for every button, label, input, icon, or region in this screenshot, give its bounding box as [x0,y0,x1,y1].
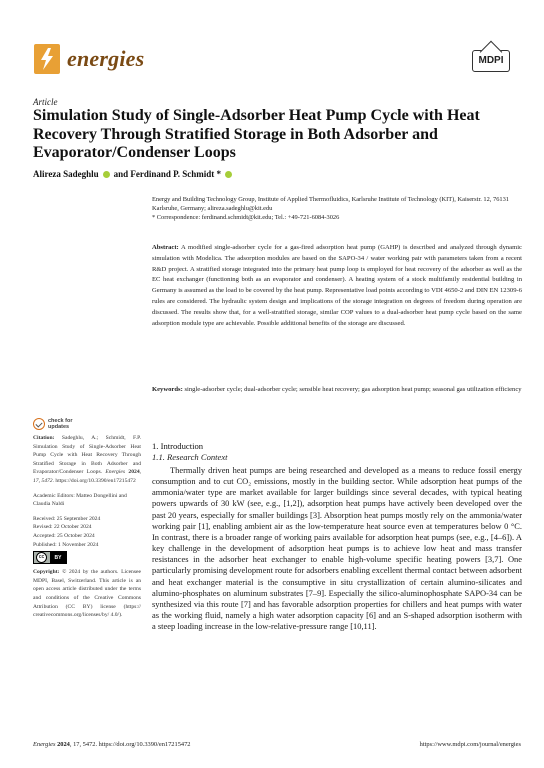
affiliation-text: Energy and Building Technology Group, Institute of Applied Thermofluidics, Karlsruhe Institute of Technology (KIT), Kaiserstr. 12, 76131 Karlsruhe, Germany; alireza.sadeghlu@kit.edu [152,196,509,213]
footer-journal-url[interactable]: https://www.mdpi.com/journal/energies [419,741,521,748]
publisher-logo [472,50,510,72]
citation [33,434,141,486]
section-heading: 1. Introduction [152,441,204,451]
body-paragraph: Thermally driven heat pumps are being researched and developed as a means to reduce fossil energy consumption and to cut CO₂ emissions, mostly in the building sector. While adsorption heat pumps of the ammonia/water type are market available for larger buildings since several decades, with typical heating powers upwards of 30 kW (see, e.g., [1,2]), adsorption heat pumps have actively been developed over the past 20 years, especially for smaller buildings [3]. Absorption heat pumps mostly rely on the ammonia/water working pair [1], enabling ambient air as the low-temperature heat source even at temperatures below 0 °C. In contrast, there is a broader range of working pairs available for adsorption heat pumps (see, e.g., [4–6]). A key challenge in the development of adsorption heat pumps is to achieve low heat and mass transfer resistances in the adsorber heat exchanger to enable high-volume specific heating powers [3,7]. One particularly promising development route for adsorbers enabling excellent thermal contact between adsorbent and heat exchanger material is the consumptive in situ crystallization of certain alumino-silicates and alumino-phosphates on aluminum substrates [7–9]. Especially the silico-aluminophosphate SAPO-34 can be synthesized via this route [7] and has favorable adsorption properties for chillers and heat pumps with water as the working fluid, namely a high water adsorption capacity [6] and an S-shaped adsorption isotherm with a steep loading increase in the low-relative-pressure range [10,11]. [152,465,522,632]
abstract-text: A modified single-adsorber cycle for a gas-fired adsorption heat pump (GAHP) is described and analyzed through dynamic simulation with Modelica. The adsorption modules are based on the SAPO-34 / water working pair with parameters taken from a recent R&D project. A stratified storage integrated into the primary heat pump loop is employed for heat recovery of the adsorber as well as the EC heat exchanger (functioning both as an evaporator and condenser). A heating system of a stock multifamily residential building in Germany is assumed as the load to be covered by the heat pump. Representative load points according to VDI 4650-2 and DIN EN 12309-6 rules are considered. The hydraulic system design and implications of the storage integration on degrees of freedom during operation are discussed. The results show that, for a well-stratified storage, similar COP values to a dual-adsorber heat pump cycle based on the same adsorption module type are achievable. Possible additional benefits of the storage are discussed. [152,244,522,327]
updates-line: check for [48,418,73,424]
copyright [33,568,141,620]
correspondence-text: * Correspondence: ferdinand.schmidt@kit.edu; Tel.: +49-721-6084-3026 [152,214,340,222]
subsection-heading: 1.1. Research Context [152,452,228,462]
footer-year: 2024 [57,741,70,748]
footer-journal: Energies [33,741,56,748]
footer-doi[interactable]: , 17, 5472. https://doi.org/10.3390/en17215472 [69,741,191,748]
keywords [152,385,522,396]
citation-doi[interactable]: https://doi.org/10.3390/en17215472 [55,477,136,484]
orcid-icon[interactable] [225,171,232,178]
abstract [152,243,522,329]
cc-license-badge[interactable] [33,551,67,564]
check-updates-icon [33,418,45,430]
cc-icon: cc [36,552,47,563]
journal-name: energies [67,46,145,71]
date-revised: Revised: 22 October 2024 [33,524,92,531]
updates-line: updates [48,424,70,430]
footer-citation [33,741,190,748]
article-type: Article [33,97,58,107]
author-list [33,169,234,179]
sidebar [33,418,141,620]
lightning-icon [39,48,55,70]
citation-text: Sadeghlu, A.; Schmidt, F.P. Simulation Study of Single-Adsorber Heat Pump Cycle with Heat Recovery Through Stratified Storage in Both Adsorber and Evaporator/Condenser Loops. [33,435,142,476]
journal-logo [34,44,60,74]
citation-label: Citation: [33,435,55,441]
citation-journal: Energies [105,469,126,476]
author-name: and Ferdinand P. Schmidt * [113,169,222,179]
copyright-label: Copyright: [33,569,60,576]
copyright-text: © 2024 by the authors. Licensee MDPI, Basel, Switzerland. This article is an open access article distributed under the terms and conditions of the Creative Commons Attribution (CC BY) license (https:// creativecommons.org/licenses/by/ 4.0/). [33,569,141,619]
date-accepted: Accepted: 25 October 2024 [33,532,95,539]
date-received: Received: 25 September 2024 [33,515,101,522]
abstract-label: Abstract: [152,244,179,251]
paper-title: Simulation Study of Single-Adsorber Heat Pump Cycle with Heat Recovery Through Stratified Storage in Both Adsorber and Evaporator/Condenser Loops [33,107,480,161]
check-updates-button[interactable] [33,418,141,430]
affiliation-block [152,195,522,223]
keywords-text: single-adsorber cycle; dual-adsorber cycle; sensible heat recovery; gas adsorption heat pump; seasonal gas utilization efficiency [184,386,522,393]
publisher-name: MDPI [478,55,504,66]
citation-volume: , 17, 5472. [33,469,142,484]
page-header [34,40,510,76]
author-name: Alireza Sadeghlu [33,169,99,179]
introduction-section [152,441,522,632]
orcid-icon[interactable] [103,171,110,178]
cc-by-label: BY [50,552,66,563]
date-published: Published: 1 November 2024 [33,541,99,548]
academic-editors: Academic Editors: Matteo Dongellini and Claudia Naldi [33,492,127,508]
keywords-label: Keywords: [152,386,183,393]
citation-year: 2024 [128,469,140,476]
